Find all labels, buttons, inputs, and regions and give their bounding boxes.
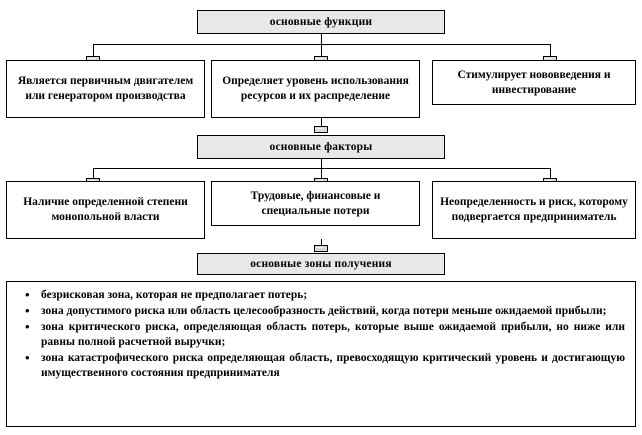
function-label-1: Является первичным двигателем или генератором производства xyxy=(17,75,194,102)
function-box-1 xyxy=(6,60,205,118)
factor-label-3: Неопределенность и риск, которому подвергается предприниматель xyxy=(440,196,628,223)
function-label-2: Определяет уровень использования ресурсов и их распределение xyxy=(222,75,409,102)
factor-box-3 xyxy=(432,181,636,239)
header-box-factors xyxy=(197,135,445,159)
factor-label-1: Наличие определенной степени монопольной власти xyxy=(23,196,188,223)
arrow-chip-h3 xyxy=(314,245,328,252)
list-item: • безрисковая зона, которая не предполагает потерь; xyxy=(41,288,625,303)
header-box-zones xyxy=(197,253,445,275)
function-box-3 xyxy=(432,60,636,105)
list-item: • зона критического риска, определяющая область потерь, которые выше ожидаемой прибыли, но ниже или равны полной расчетной выручки; xyxy=(41,320,625,350)
zones-list-box xyxy=(6,281,636,427)
function-box-2 xyxy=(211,60,420,118)
header-box-functions xyxy=(197,10,445,34)
header-label: основные зоны получения xyxy=(250,257,392,270)
arrow-chip-h2 xyxy=(314,126,328,133)
factor-label-2: Трудовые, финансовые и специальные потери xyxy=(250,189,381,217)
header-label: основные факторы xyxy=(269,140,373,153)
factor-box-2 xyxy=(211,181,420,226)
zones-list xyxy=(15,288,627,381)
connector-line-h2-down xyxy=(321,159,322,168)
factor-box-1 xyxy=(6,181,205,239)
header-label: основные функции xyxy=(269,15,373,28)
list-item: • зона катастрофического риска определяющая область, превосходящую критический уровень и достигающую имущественного состояния предпринимателя xyxy=(41,351,625,381)
function-label-3: Стимулирует нововведения и инвестирование xyxy=(457,68,611,96)
connector-line-h2-up xyxy=(321,118,322,126)
connector-line-h1-down xyxy=(321,34,322,44)
list-item: • зона допустимого риска или область целесообразность действий, когда потери меньше ожидаемой прибыли; xyxy=(41,304,625,319)
